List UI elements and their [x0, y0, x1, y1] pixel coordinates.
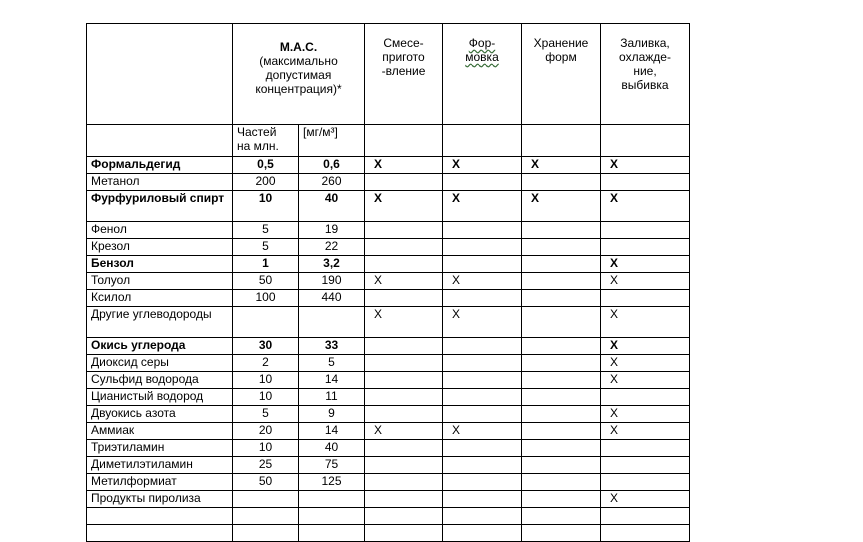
mark-storage: [522, 474, 601, 491]
mark-mixing: X: [365, 273, 443, 290]
header-mixing: Смесе- пригото -вление: [365, 24, 443, 125]
mark-mixing: X: [365, 191, 443, 222]
mark-pouring: [601, 474, 690, 491]
value-ppm: 5: [233, 406, 299, 423]
substance-name: Фурфуриловый спирт: [87, 191, 233, 222]
mark-mixing: [365, 174, 443, 191]
value-ppm: 2: [233, 355, 299, 372]
mark-molding: [443, 290, 522, 307]
mark-molding: [443, 525, 522, 542]
value-mg: 14: [299, 372, 365, 389]
mark-storage: [522, 239, 601, 256]
mark-pouring: [601, 525, 690, 542]
value-mg: [299, 508, 365, 525]
table-row: [87, 355, 690, 372]
mark-mixing: [365, 474, 443, 491]
value-ppm: 25: [233, 457, 299, 474]
mark-storage: [522, 525, 601, 542]
value-mg: 11: [299, 389, 365, 406]
mark-storage: [522, 508, 601, 525]
mark-storage: X: [522, 191, 601, 222]
mark-molding: [443, 239, 522, 256]
substance-name: Фенол: [87, 222, 233, 239]
mark-storage: [522, 389, 601, 406]
mac-subtitle: (максимально допустимая концентрация)*: [255, 54, 342, 96]
mark-mixing: [365, 290, 443, 307]
mark-pouring: [601, 222, 690, 239]
value-mg: 260: [299, 174, 365, 191]
mark-mixing: [365, 239, 443, 256]
value-mg: 190: [299, 273, 365, 290]
mark-storage: [522, 174, 601, 191]
substance-name: Диметилэтиламин: [87, 457, 233, 474]
substance-name: Аммиак: [87, 423, 233, 440]
mark-mixing: [365, 222, 443, 239]
table-row: [87, 239, 690, 256]
mark-storage: [522, 338, 601, 355]
mark-molding: [443, 338, 522, 355]
value-mg: 125: [299, 474, 365, 491]
mark-molding: [443, 256, 522, 273]
mark-pouring: X: [601, 423, 690, 440]
mark-pouring: [601, 389, 690, 406]
mark-molding: [443, 174, 522, 191]
mark-storage: [522, 406, 601, 423]
value-mg: 440: [299, 290, 365, 307]
substance-name: Формальдегид: [87, 157, 233, 174]
mark-mixing: X: [365, 423, 443, 440]
value-mg: [299, 307, 365, 338]
mark-pouring: X: [601, 491, 690, 508]
header-substance-cell: [87, 24, 233, 125]
mark-storage: [522, 440, 601, 457]
units-row: [87, 125, 690, 157]
mark-molding: [443, 508, 522, 525]
mark-pouring: X: [601, 191, 690, 222]
mark-pouring: [601, 440, 690, 457]
value-ppm: 10: [233, 191, 299, 222]
mark-storage: [522, 355, 601, 372]
substance-name: Двуокись азота: [87, 406, 233, 423]
mark-storage: [522, 222, 601, 239]
mark-storage: [522, 423, 601, 440]
table-row: [87, 372, 690, 389]
table-row: [87, 273, 690, 290]
value-ppm: 30: [233, 338, 299, 355]
substance-name: Ксилол: [87, 290, 233, 307]
value-mg: 75: [299, 457, 365, 474]
value-mg: [299, 491, 365, 508]
value-ppm: 100: [233, 290, 299, 307]
mark-molding: [443, 355, 522, 372]
substance-name: [87, 508, 233, 525]
mark-storage: [522, 256, 601, 273]
value-ppm: 20: [233, 423, 299, 440]
table-row: [87, 389, 690, 406]
table-row: [87, 338, 690, 355]
mark-mixing: [365, 406, 443, 423]
value-mg: 22: [299, 239, 365, 256]
mark-molding: X: [443, 191, 522, 222]
mark-storage: [522, 372, 601, 389]
mark-molding: X: [443, 157, 522, 174]
value-ppm: 5: [233, 239, 299, 256]
value-mg: 33: [299, 338, 365, 355]
substance-name: Окись углерода: [87, 338, 233, 355]
mark-mixing: [365, 355, 443, 372]
mark-mixing: [365, 440, 443, 457]
mark-pouring: [601, 174, 690, 191]
table-row: [87, 157, 690, 174]
table-row: [87, 423, 690, 440]
mark-pouring: X: [601, 307, 690, 338]
table-row: [87, 307, 690, 338]
value-ppm: 1: [233, 256, 299, 273]
header-molding: Фор- мовка: [443, 24, 522, 125]
mark-pouring: X: [601, 273, 690, 290]
header-pouring: Заливка, охлажде- ние, выбивка: [601, 24, 690, 125]
value-mg: [299, 525, 365, 542]
value-mg: 19: [299, 222, 365, 239]
value-ppm: 5: [233, 222, 299, 239]
table-row: [87, 406, 690, 423]
substance-name: Крезол: [87, 239, 233, 256]
table-row: [87, 222, 690, 239]
value-mg: 0,6: [299, 157, 365, 174]
table-row: [87, 491, 690, 508]
mark-storage: [522, 491, 601, 508]
mark-storage: [522, 290, 601, 307]
table-row: [87, 191, 690, 222]
value-mg: 14: [299, 423, 365, 440]
value-ppm: 10: [233, 389, 299, 406]
emissions-table: [86, 23, 690, 542]
substance-name: Триэтиламин: [87, 440, 233, 457]
unit-mg: [мг/м³]: [299, 125, 365, 157]
table-row: [87, 457, 690, 474]
value-ppm: 200: [233, 174, 299, 191]
value-ppm: 50: [233, 273, 299, 290]
substance-name: Бензол: [87, 256, 233, 273]
mark-pouring: X: [601, 406, 690, 423]
mark-pouring: [601, 290, 690, 307]
mark-molding: [443, 372, 522, 389]
substance-name: Метанол: [87, 174, 233, 191]
substance-name: Диоксид серы: [87, 355, 233, 372]
mark-molding: X: [443, 273, 522, 290]
substance-name: Продукты пиролиза: [87, 491, 233, 508]
mark-mixing: [365, 372, 443, 389]
table-row: [87, 440, 690, 457]
mark-molding: [443, 222, 522, 239]
header-mac: [233, 24, 365, 125]
mark-storage: [522, 307, 601, 338]
mark-storage: [522, 273, 601, 290]
mark-molding: [443, 474, 522, 491]
header-storage: Хранение форм: [522, 24, 601, 125]
value-ppm: 0,5: [233, 157, 299, 174]
value-ppm: [233, 491, 299, 508]
table-row: [87, 474, 690, 491]
unit-ppm: Частей на млн.: [233, 125, 299, 157]
mark-mixing: [365, 256, 443, 273]
mark-pouring: [601, 508, 690, 525]
value-mg: 3,2: [299, 256, 365, 273]
mark-mixing: [365, 525, 443, 542]
mark-pouring: [601, 457, 690, 474]
mac-title: М.А.С.: [279, 40, 318, 54]
mark-molding: [443, 406, 522, 423]
substance-name: [87, 525, 233, 542]
table-row: [87, 290, 690, 307]
value-ppm: [233, 307, 299, 338]
mark-pouring: X: [601, 157, 690, 174]
mark-molding: [443, 440, 522, 457]
value-ppm: 10: [233, 372, 299, 389]
substance-name: Сульфид водорода: [87, 372, 233, 389]
mark-pouring: X: [601, 338, 690, 355]
value-mg: 40: [299, 440, 365, 457]
table-row: [87, 508, 690, 525]
mark-molding: [443, 457, 522, 474]
value-mg: 9: [299, 406, 365, 423]
table-row: [87, 256, 690, 273]
mark-mixing: [365, 457, 443, 474]
mark-mixing: X: [365, 307, 443, 338]
mark-molding: X: [443, 423, 522, 440]
mark-molding: [443, 389, 522, 406]
value-ppm: [233, 508, 299, 525]
header-row: [87, 24, 690, 125]
mark-mixing: [365, 338, 443, 355]
mark-storage: [522, 457, 601, 474]
value-ppm: 10: [233, 440, 299, 457]
substance-name: Толуол: [87, 273, 233, 290]
value-ppm: 50: [233, 474, 299, 491]
mark-mixing: X: [365, 157, 443, 174]
mark-pouring: X: [601, 372, 690, 389]
table-row: [87, 174, 690, 191]
mark-mixing: [365, 389, 443, 406]
value-mg: 40: [299, 191, 365, 222]
value-ppm: [233, 525, 299, 542]
value-mg: 5: [299, 355, 365, 372]
mark-mixing: [365, 508, 443, 525]
mark-pouring: X: [601, 256, 690, 273]
mark-pouring: X: [601, 355, 690, 372]
mark-molding: [443, 491, 522, 508]
substance-name: Цианистый водород: [87, 389, 233, 406]
substance-name: Другие углеводороды: [87, 307, 233, 338]
substance-name: Метилформиат: [87, 474, 233, 491]
mark-storage: X: [522, 157, 601, 174]
mark-pouring: [601, 239, 690, 256]
mark-molding: X: [443, 307, 522, 338]
mark-mixing: [365, 491, 443, 508]
table-row: [87, 525, 690, 542]
